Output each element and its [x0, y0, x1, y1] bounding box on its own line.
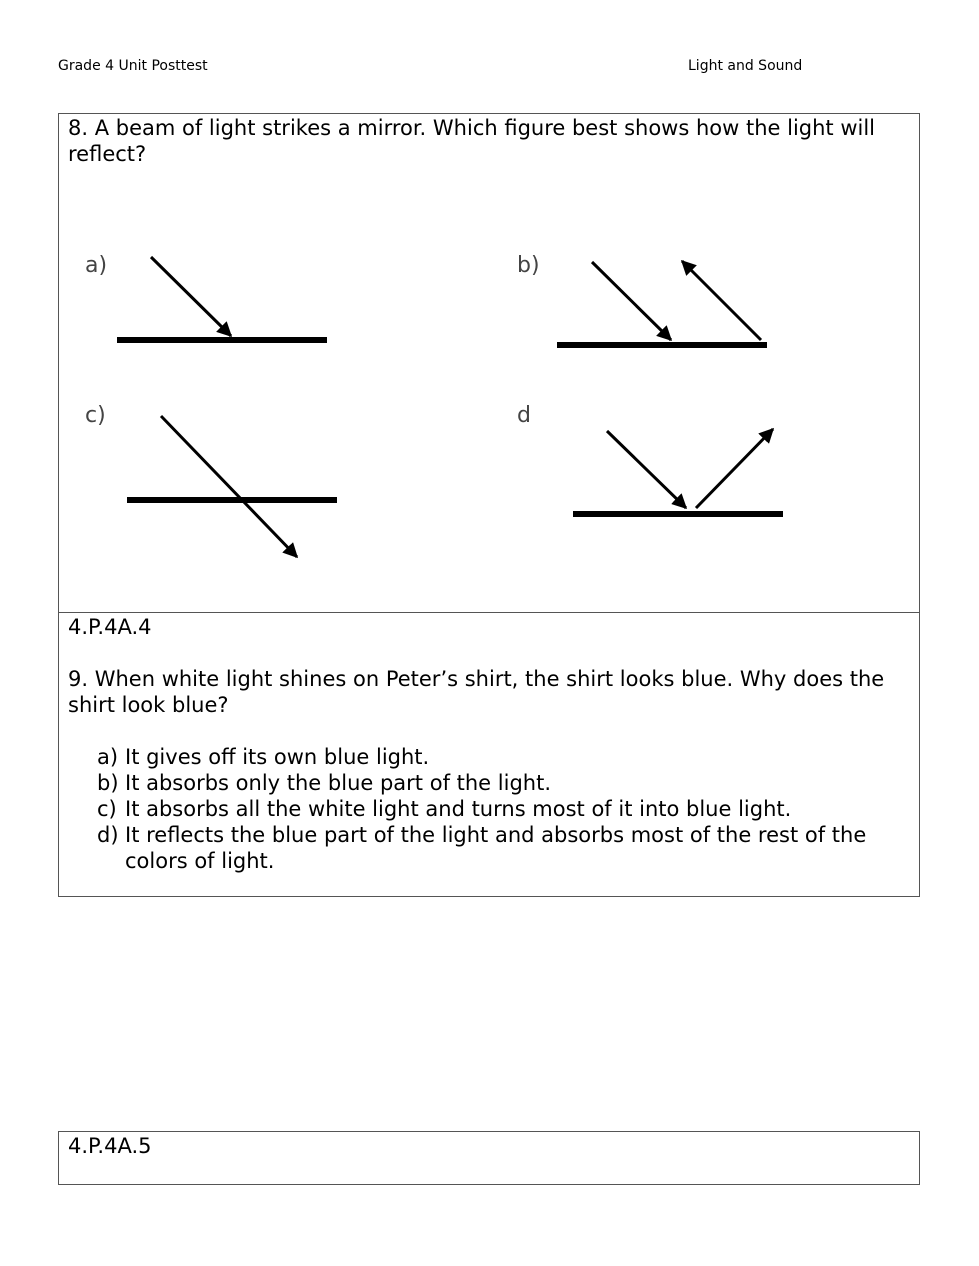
- standard-code: 4.P.4A.4: [68, 615, 152, 639]
- figure-a: [85, 253, 327, 340]
- question-8-text: 8. A beam of light strikes a mirror. Which figure best shows how the light will reflect?: [68, 116, 876, 166]
- answer-options: [97, 744, 897, 874]
- reflected-ray: [696, 429, 773, 508]
- option-text: It absorbs all the white light and turns most of it into blue light.: [125, 797, 792, 821]
- figure-c-label: c): [85, 403, 106, 428]
- answer-option-b: [97, 770, 897, 796]
- standard-code: 4.P.4A.5: [68, 1134, 152, 1158]
- option-key: d): [97, 823, 119, 847]
- figure-b: [517, 253, 767, 345]
- option-text: It gives off its own blue light.: [125, 745, 430, 769]
- figure-d-label: d: [517, 403, 531, 428]
- answer-option-c: [97, 796, 897, 822]
- option-key: a): [97, 745, 119, 769]
- reflected-ray: [682, 261, 761, 340]
- header-title: Grade 4 Unit Posttest: [58, 58, 208, 74]
- figure-c: [85, 403, 337, 557]
- question-9-text: 9. When white light shines on Peter’s shirt, the shirt looks blue. Why does the shirt look blue?: [68, 667, 885, 717]
- figure-b-label: b): [517, 253, 540, 278]
- option-text: It reflects the blue part of the light and absorbs most of the rest of the colors of light.: [125, 823, 867, 873]
- option-key: b): [97, 771, 119, 795]
- header-subject: Light and Sound: [688, 58, 803, 74]
- question-box: [58, 113, 920, 897]
- figure-d: [517, 403, 783, 514]
- incident-ray: [151, 257, 231, 336]
- answer-option-a: [97, 744, 897, 770]
- option-key: c): [97, 797, 117, 821]
- incident-ray: [607, 431, 686, 508]
- answer-option-d: [97, 822, 897, 874]
- reflection-figures: [59, 114, 919, 612]
- divider: [59, 612, 919, 613]
- figure-a-label: a): [85, 253, 108, 278]
- incident-ray: [592, 262, 671, 340]
- standard-box: [58, 1131, 920, 1185]
- transmitted-ray: [161, 416, 297, 557]
- option-text: It absorbs only the blue part of the light.: [125, 771, 551, 795]
